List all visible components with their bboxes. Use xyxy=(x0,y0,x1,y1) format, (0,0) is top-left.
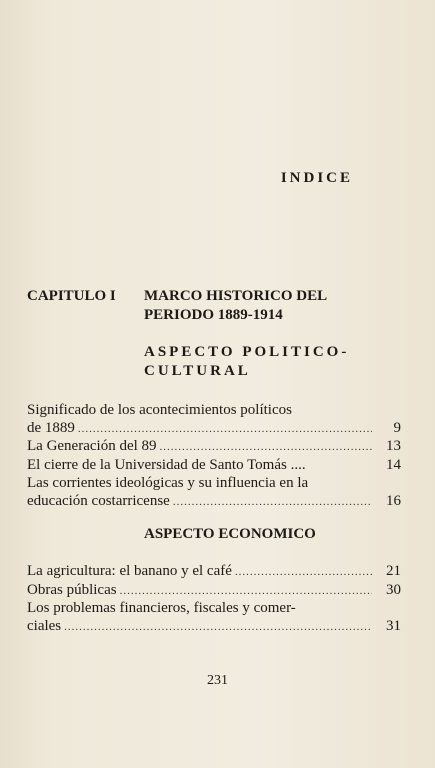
toc-page-number: 14 xyxy=(386,456,401,473)
toc-page-number: 16 xyxy=(386,492,401,509)
toc-entry-line: Obras públicas xyxy=(27,581,117,598)
toc-entry-line: La Generación del 89 xyxy=(27,438,157,454)
page-number: 231 xyxy=(207,673,228,688)
toc-page-number: 13 xyxy=(386,438,401,454)
dot-leader xyxy=(160,438,372,457)
toc-page-number: 21 xyxy=(386,563,401,579)
dot-leader xyxy=(173,493,372,512)
toc-entry-line: El cierre de la Universidad de Santo Tomás .... xyxy=(27,456,306,473)
toc-entry-line: ciales xyxy=(27,617,62,634)
toc-entry[interactable] xyxy=(27,563,401,582)
toc-page-number: 9 xyxy=(393,419,401,436)
dot-leader xyxy=(64,618,372,637)
toc-entry[interactable] xyxy=(27,402,401,438)
toc-entry-line: de 1889 xyxy=(27,419,75,436)
toc-entry[interactable] xyxy=(27,438,401,457)
toc-entry[interactable] xyxy=(27,600,401,636)
toc-entry[interactable] xyxy=(27,457,401,476)
index-heading: INDICE xyxy=(280,170,353,186)
toc-entry[interactable] xyxy=(27,475,401,511)
dot-leader xyxy=(78,420,372,439)
chapter-title: MARCO HISTORICO DEL PERIODO 1889-1914 xyxy=(144,288,327,323)
toc-page-number: 31 xyxy=(386,617,401,634)
bleed-through-shadow xyxy=(60,40,390,100)
toc-page-number: 30 xyxy=(386,581,401,598)
section-title-politico: ASPECTO POLITICO-CULTURAL xyxy=(144,344,350,379)
toc-entry-line: Significado de los acontecimientos políticos xyxy=(27,402,292,418)
toc-entry[interactable] xyxy=(27,582,401,601)
section-title-economico: ASPECTO ECONOMICO xyxy=(144,526,316,542)
dot-leader xyxy=(120,582,372,601)
toc-list-economico xyxy=(27,563,401,636)
toc-entry-line: Los problemas financieros, fiscales y comer- xyxy=(27,600,296,616)
toc-list-politico xyxy=(27,402,401,511)
chapter-number: CAPITULO I xyxy=(27,288,116,304)
toc-entry-line: La agricultura: el banano y el café xyxy=(27,563,232,579)
dot-leader xyxy=(235,563,372,582)
toc-entry-line: educación costarricense xyxy=(27,492,170,509)
toc-entry-line: Las corrientes ideológicas y su influencia en la xyxy=(27,475,309,491)
